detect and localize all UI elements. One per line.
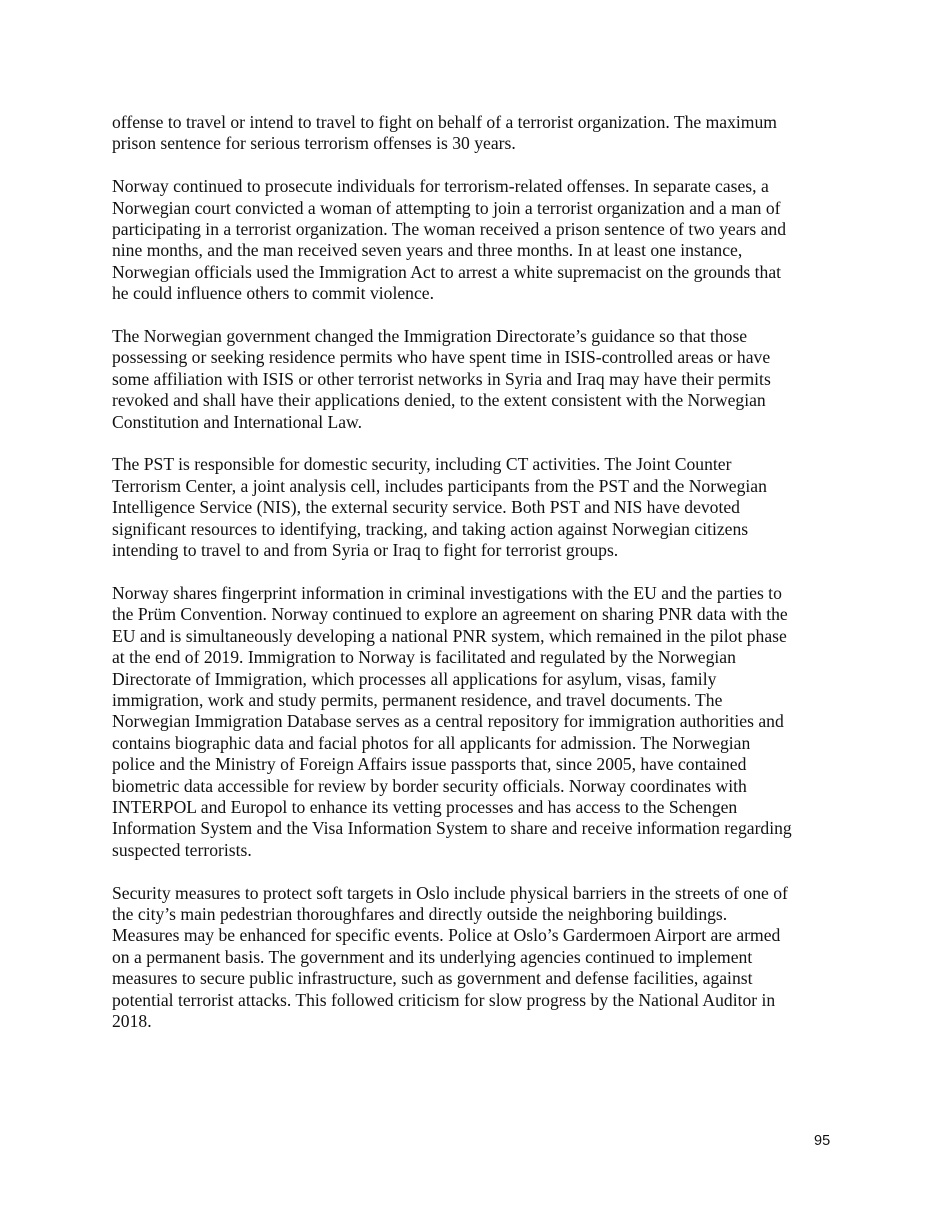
text-line: he could influence others to commit violence. — [112, 283, 434, 304]
text-line: Constitution and International Law. — [112, 411, 363, 432]
paragraph-soft-targets — [112, 883, 840, 1033]
text-line: The PST is responsible for domestic security, including CT activities. The Joint Counter — [112, 454, 732, 475]
text-line: suspected terrorists. — [112, 839, 252, 860]
text-line: Norway shares fingerprint information in criminal investigations with the EU and the parties to — [112, 582, 782, 603]
paragraph-terrorism-offenses — [112, 112, 840, 155]
text-line: Intelligence Service (NIS), the external security service. Both PST and NIS have devoted — [112, 497, 740, 518]
document-body — [112, 112, 840, 1054]
text-line: Terrorism Center, a joint analysis cell, includes participants from the PST and the Norwegian — [112, 475, 767, 496]
text-line: significant resources to identifying, tracking, and taking action against Norwegian citizens — [112, 518, 749, 539]
text-line: Norwegian Immigration Database serves as a central repository for immigration authorities and — [112, 711, 784, 732]
text-line: offense to travel or intend to travel to fight on behalf of a terrorist organization. The maximum — [112, 112, 777, 132]
text-line: measures to secure public infrastructure, such as government and defense facilities, against — [112, 968, 753, 989]
paragraph-border-security — [112, 583, 840, 861]
text-line: Security measures to protect soft targets in Oslo include physical barriers in the streets of one of — [112, 882, 788, 903]
paragraph-immigration-guidance — [112, 326, 840, 433]
text-line: possessing or seeking residence permits who have spent time in ISIS-controlled areas or have — [112, 347, 771, 368]
text-line: prison sentence for serious terrorism offenses is 30 years. — [112, 133, 516, 154]
text-line: the Prüm Convention. Norway continued to explore an agreement on sharing PNR data with the — [112, 604, 788, 625]
text-line: Norwegian officials used the Immigration Act to arrest a white supremacist on the grounds that — [112, 261, 782, 282]
text-line: Directorate of Immigration, which processes all applications for asylum, visas, family — [112, 668, 717, 689]
text-line: potential terrorist attacks. This followed criticism for slow progress by the National Auditor in — [112, 989, 776, 1010]
text-line: some affiliation with ISIS or other terrorist networks in Syria and Iraq may have their permits — [112, 368, 771, 389]
text-line: The Norwegian government changed the Immigration Directorate’s guidance so that those — [112, 326, 748, 347]
text-line: Norway continued to prosecute individuals for terrorism-related offenses. In separate cases, a — [112, 176, 769, 197]
text-line: EU and is simultaneously developing a national PNR system, which remained in the pilot phase — [112, 625, 787, 646]
text-line: intending to travel to and from Syria or Iraq to fight for terrorist groups. — [112, 540, 619, 561]
text-line: revoked and shall have their applications denied, to the extent consistent with the Norwegian — [112, 390, 766, 411]
text-line: Measures may be enhanced for specific events. Police at Oslo’s Gardermoen Airport are armed — [112, 925, 781, 946]
text-line: contains biographic data and facial photos for all applicants for admission. The Norwegian — [112, 732, 751, 753]
text-line: immigration, work and study permits, permanent residence, and travel documents. The — [112, 689, 723, 710]
page-number: 95 — [814, 1133, 831, 1149]
text-line: the city’s main pedestrian thoroughfares and directly outside the neighboring buildings. — [112, 903, 728, 924]
text-line: Information System and the Visa Information System to share and receive information regarding — [112, 818, 792, 839]
text-line: biometric data accessible for review by border security officials. Norway coordinates with — [112, 775, 747, 796]
text-line: participating in a terrorist organization. The woman received a prison sentence of two years and — [112, 219, 787, 240]
paragraph-pst-security — [112, 454, 840, 561]
paragraph-prosecutions — [112, 176, 840, 304]
text-line: INTERPOL and Europol to enhance its vetting processes and has access to the Schengen — [112, 796, 738, 817]
text-line: nine months, and the man received seven years and three months. In at least one instance, — [112, 240, 743, 261]
text-line: at the end of 2019. Immigration to Norway is facilitated and regulated by the Norwegian — [112, 647, 736, 668]
text-line: Norwegian court convicted a woman of attempting to join a terrorist organization and a man of — [112, 197, 781, 218]
text-line: police and the Ministry of Foreign Affairs issue passports that, since 2005, have contained — [112, 754, 747, 775]
text-line: 2018. — [112, 1010, 152, 1031]
text-line: on a permanent basis. The government and its underlying agencies continued to implement — [112, 946, 753, 967]
